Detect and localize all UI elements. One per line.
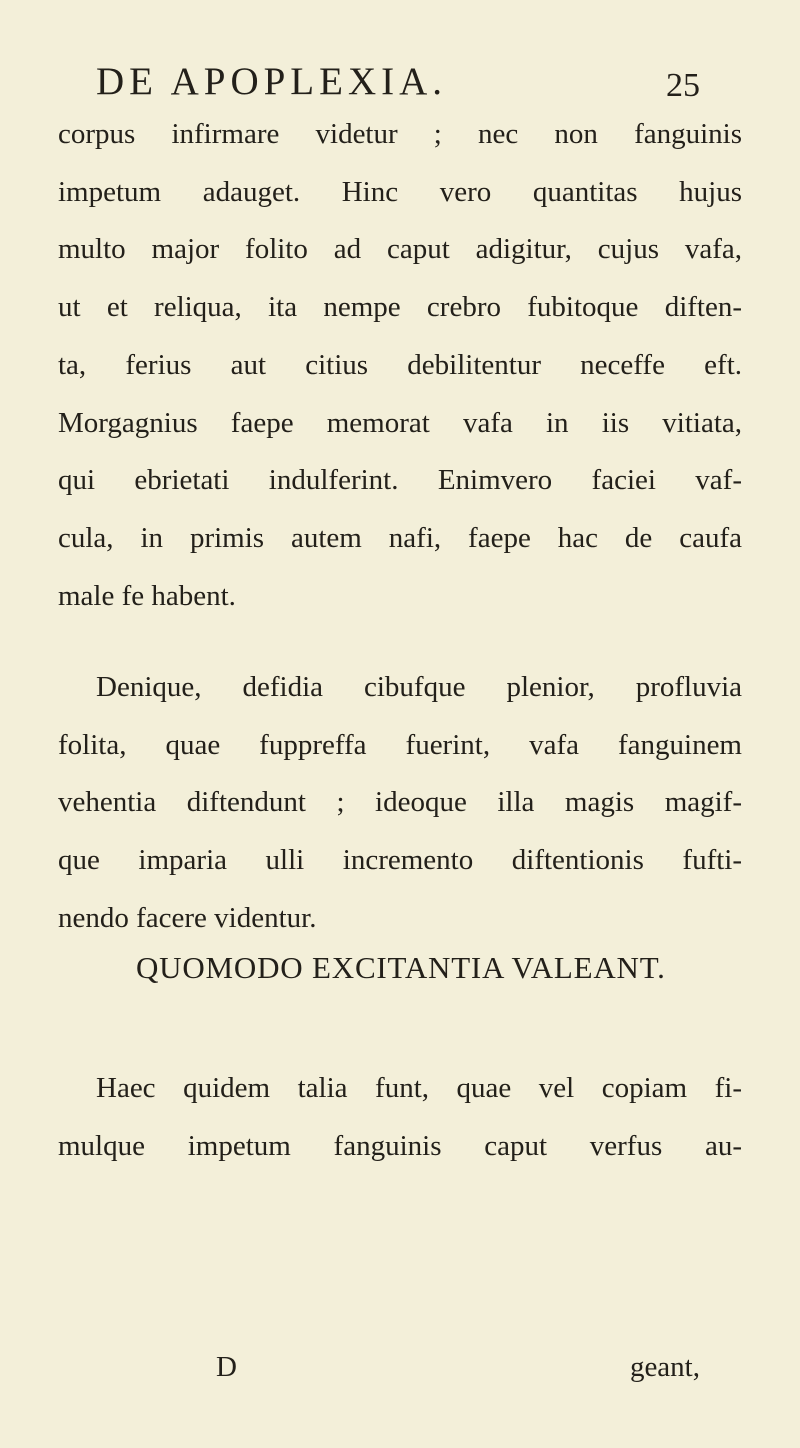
running-title: DE APOPLEXIA. bbox=[96, 60, 448, 103]
text-line: Haec quidem talia funt, quae vel copiam fi- bbox=[96, 1072, 742, 1104]
text-line: nendo facere videntur. bbox=[58, 901, 317, 934]
text-line: Denique, defidia cibufque plenior, profluvia bbox=[96, 671, 742, 703]
text-line: que imparia ulli incremento diftentionis fufti- bbox=[58, 844, 742, 877]
page-number: 25 bbox=[666, 67, 700, 104]
text-line: mulque impetum fanguinis caput verfus au- bbox=[58, 1129, 742, 1162]
text-line: impetum adauget. Hinc vero quantitas hujus bbox=[58, 175, 742, 208]
page-header bbox=[96, 60, 700, 104]
paragraph-3 bbox=[58, 1060, 742, 1175]
signature-mark: D bbox=[216, 1351, 237, 1383]
text-line: ut et reliqua, ita nempe crebro fubitoque diften- bbox=[58, 291, 742, 324]
text-line: cula, in primis autem nafi, faepe hac de caufa bbox=[58, 521, 742, 554]
text-line: Morgagnius faepe memorat vafa in iis vitiata, bbox=[58, 406, 742, 439]
text-line: multo major folito ad caput adigitur, cujus vafa, bbox=[58, 233, 742, 266]
text-line: ta, ferius aut citius debilitentur neceffe eft. bbox=[58, 348, 742, 381]
paragraph-1 bbox=[58, 106, 742, 625]
paragraph-2 bbox=[58, 659, 742, 948]
text-line: qui ebrietati indulferint. Enimvero faciei vaf- bbox=[58, 464, 742, 497]
text-line: folita, quae fuppreffa fuerint, vafa fanguinem bbox=[58, 728, 742, 761]
text-line: male fe habent. bbox=[58, 579, 236, 612]
text-line: corpus infirmare videtur ; nec non fanguinis bbox=[58, 118, 742, 150]
catchword: geant, bbox=[629, 1351, 700, 1383]
text-line: vehentia diftendunt ; ideoque illa magis magif- bbox=[58, 786, 742, 819]
section-heading: QUOMODO EXCITANTIA VALEANT. bbox=[136, 950, 666, 985]
